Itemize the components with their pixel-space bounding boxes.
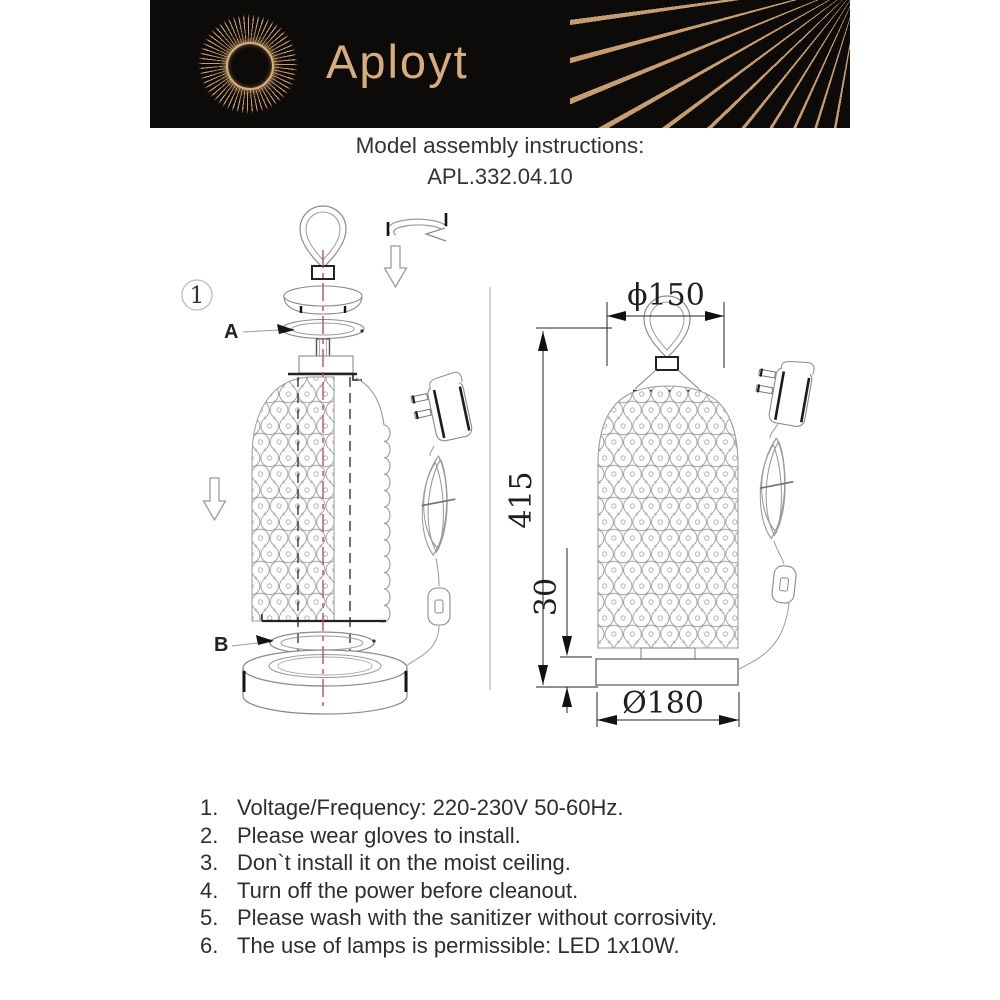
shade-scalloped-edge	[356, 378, 390, 622]
shade-collar	[641, 648, 695, 659]
list-item	[200, 849, 880, 877]
dim-base-diameter: Ø180	[622, 686, 704, 721]
model-number: APL.332.04.10	[427, 164, 573, 189]
list-item-text: Please wash with the sanitizer without corrosivity.	[237, 905, 718, 931]
inline-switch	[428, 588, 450, 625]
cord	[436, 558, 439, 586]
dim-diameter-top: ϕ150	[627, 278, 705, 313]
cord-coil	[422, 456, 456, 555]
cord	[406, 625, 439, 666]
brand-wordmark: Aployt	[326, 35, 469, 88]
rotate-arrow-icon	[388, 213, 447, 241]
shade-bubbles	[252, 377, 334, 621]
dim-height: 415	[504, 471, 539, 529]
down-arrow-icon	[204, 478, 226, 520]
list-item-text: The use of lamps is permissible: LED 1x10W.	[237, 932, 680, 958]
power-adapter	[751, 355, 815, 428]
list-item-text: Please wear gloves to install.	[237, 822, 521, 848]
list-item	[200, 932, 880, 960]
down-arrow-icon	[385, 246, 407, 287]
cord	[739, 603, 789, 669]
figure-number: 1	[189, 283, 205, 309]
loop-collar	[656, 357, 678, 370]
lamp-base	[243, 650, 407, 714]
page-title: Model assembly instructions:	[355, 133, 645, 158]
list-item	[200, 877, 880, 905]
label-a: A	[224, 321, 239, 343]
list-item-number: 5.	[200, 905, 219, 931]
cord	[430, 446, 434, 456]
power-adapter	[408, 371, 474, 446]
list-item-number: 3.	[200, 850, 219, 876]
list-item	[200, 904, 880, 932]
list-item-number: 6.	[200, 932, 219, 958]
list-item-number: 2.	[200, 822, 219, 848]
label-b-leader	[232, 643, 257, 646]
label-a-leader	[243, 330, 279, 332]
list-item-text: Voltage/Frequency: 220-230V 50-60Hz.	[237, 795, 624, 820]
dimension-view	[504, 278, 815, 727]
list-item-text: Don`t install it on the moist ceiling.	[237, 850, 571, 876]
cone-line	[635, 370, 656, 389]
inline-switch	[771, 565, 797, 604]
shade-bubbles	[598, 386, 738, 648]
shade-rim	[299, 356, 353, 373]
lamp-base	[596, 659, 738, 685]
cord	[774, 541, 784, 564]
cord-coil	[760, 438, 794, 538]
list-item	[200, 794, 880, 822]
list-item-number: 1.	[200, 795, 219, 820]
list-item-number: 4.	[200, 877, 219, 903]
instruction-list	[200, 794, 880, 960]
exploded-view	[182, 206, 474, 714]
cord	[770, 424, 778, 438]
label-b: B	[214, 634, 229, 656]
dim-base-height: 30	[529, 577, 564, 617]
list-item	[200, 822, 880, 850]
list-item-text: Turn off the power before cleanout.	[237, 877, 579, 903]
